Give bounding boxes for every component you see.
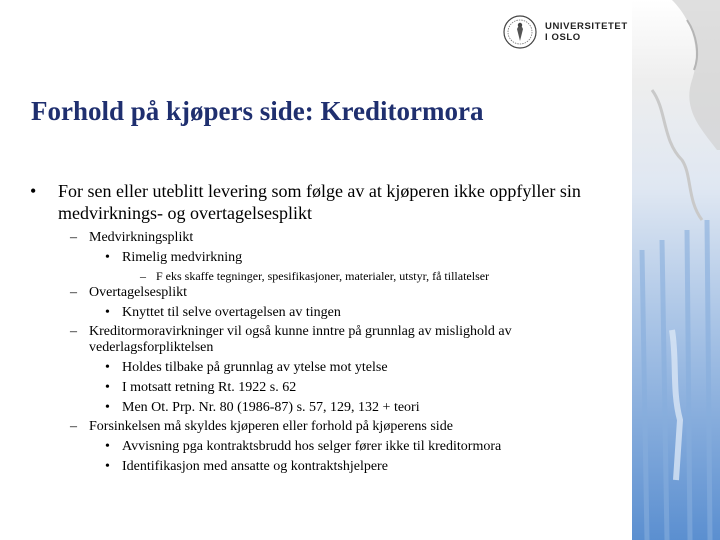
sub-list-item-text: Identifikasjon med ansatte og kontraktshjelpere [122, 459, 388, 474]
list-item [30, 324, 630, 356]
list-item-text: Kreditormoravirkninger vil også kunne inntre på grunnlag av mislighold av vederlagsforpliktelsen [89, 324, 512, 355]
slide-title: Forhold på kjøpers side: Kreditormora [31, 96, 484, 126]
dash-icon: – [70, 230, 77, 245]
bullet-icon: • [105, 360, 110, 375]
sub-list-item [30, 360, 630, 376]
list-item [30, 285, 630, 301]
sub-list-item-text: Knyttet til selve overtagelsen av tingen [122, 305, 341, 320]
dash-icon: – [70, 285, 77, 300]
bullet-icon: • [105, 305, 110, 320]
sub-list-item-text: Avvisning pga kontraktsbrudd hos selger fører ikke til kreditormora [122, 439, 502, 454]
bullet-icon: • [105, 400, 110, 415]
sub-list-item [30, 439, 630, 455]
sub-list-item-text: Men Ot. Prp. Nr. 80 (1986-87) s. 57, 129, 132 + teori [122, 400, 420, 415]
bullet-icon: • [105, 250, 110, 265]
logo-line-1: UNIVERSITETET [545, 21, 628, 32]
bullet-icon: • [105, 439, 110, 454]
dash-icon: – [70, 324, 77, 339]
dash-icon: – [140, 269, 146, 283]
sub-list-item-text: Rimelig medvirkning [122, 250, 243, 265]
sub-list-item [30, 305, 630, 321]
statue-illustration [632, 0, 720, 540]
sub-list-item [30, 380, 630, 396]
sub-list-item-text: I motsatt retning Rt. 1922 s. 62 [122, 380, 297, 395]
main-bullet-text: For sen eller uteblitt levering som følge av at kjøperen ikke oppfyller sin medvirknings- og overtagelsesplikt [58, 181, 581, 223]
university-seal-icon [503, 15, 537, 49]
bullet-icon: • [30, 181, 37, 201]
sub-list-item [30, 400, 630, 416]
list-item [30, 230, 630, 246]
sub-list-item [30, 459, 630, 475]
slide-content [30, 180, 630, 478]
logo-line-2: I OSLO [545, 32, 581, 43]
sub-sub-list-item [30, 269, 630, 283]
sub-list-item-text: Holdes tilbake på grunnlag av ytelse mot ytelse [122, 360, 388, 375]
dash-icon: – [70, 419, 77, 434]
main-bullet [30, 180, 630, 224]
decorative-side-strip [632, 0, 720, 540]
list-item-text: Overtagelsesplikt [89, 285, 187, 300]
bullet-icon: • [105, 380, 110, 395]
list-item-text: Medvirkningsplikt [89, 230, 194, 245]
bullet-icon: • [105, 459, 110, 474]
sub-list-item [30, 250, 630, 266]
list-item-text: Forsinkelsen må skyldes kjøperen eller forhold på kjøperens side [89, 419, 453, 434]
sub-sub-list-item-text: F eks skaffe tegninger, spesifikasjoner, materialer, utstyr, få tillatelser [156, 269, 490, 283]
list-item [30, 419, 630, 435]
university-logo [503, 14, 628, 50]
